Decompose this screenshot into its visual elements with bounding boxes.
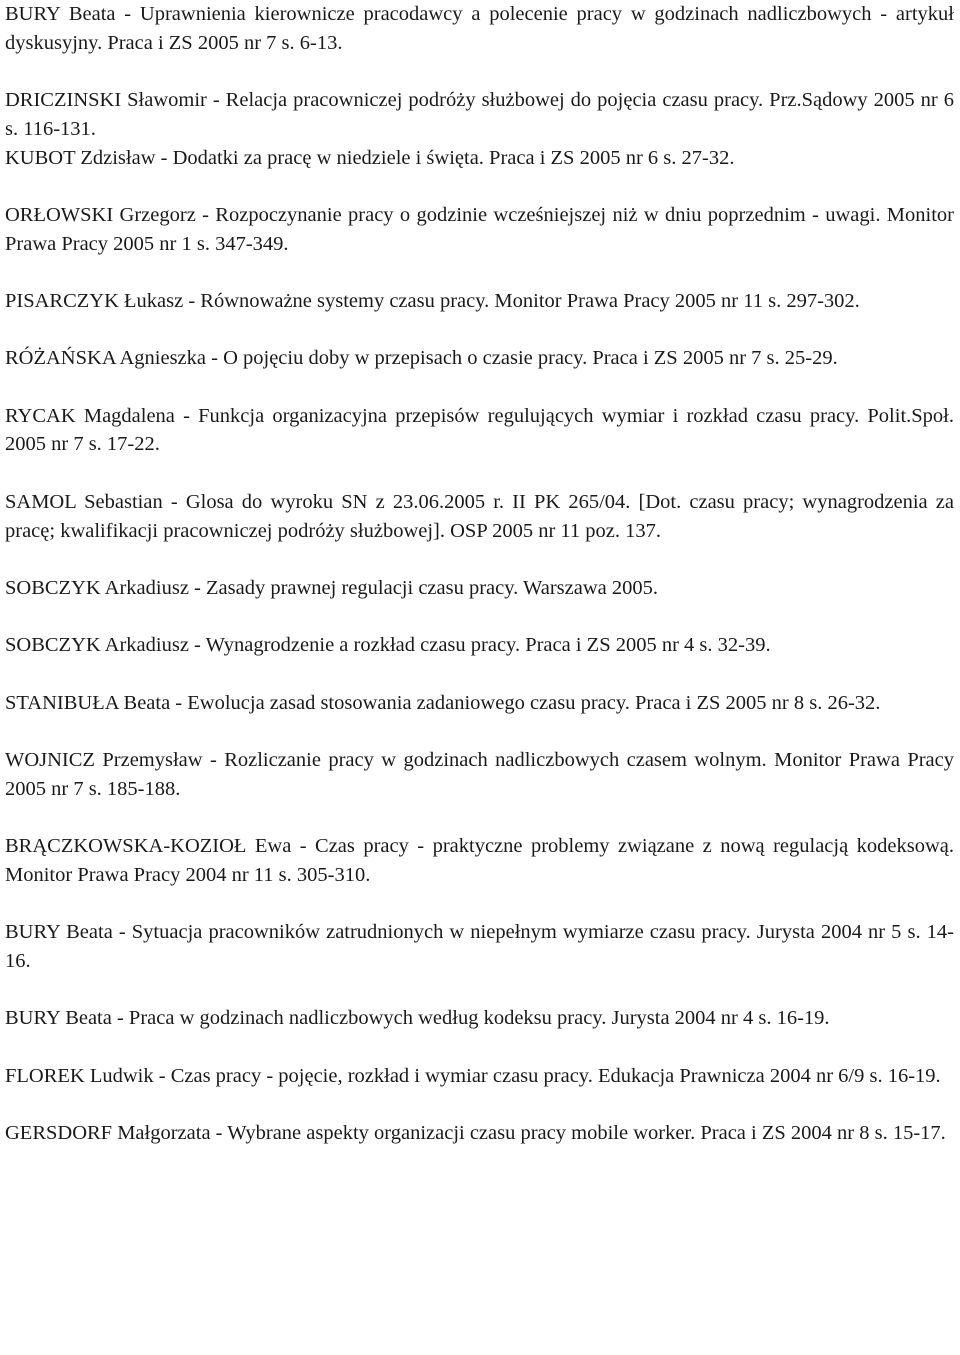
bibliography-entry-sobczyk-zasady: SOBCZYK Arkadiusz - Zasady prawnej regulacji czasu pracy. Warszawa 2005. bbox=[5, 576, 658, 599]
bibliography-entry-driczinski: DRICZINSKI Sławomir - Relacja pracowniczej podróży służbowej do pojęcia czasu pracy. Prz.Sądowy 2005 nr 6 s. 116-131. bbox=[5, 89, 954, 140]
bibliography-entry-pisarczyk: PISARCZYK Łukasz - Równoważne systemy czasu pracy. Monitor Prawa Pracy 2005 nr 11 s. 297-302. bbox=[5, 289, 860, 312]
bibliography-entry-rycak: RYCAK Magdalena - Funkcja organizacyjna przepisów regulujących wymiar i rozkład czasu pracy. Polit.Społ. 2005 nr 7 s. 17-22. bbox=[5, 404, 954, 456]
bibliography-entry-bury-sytuacja: BURY Beata - Sytuacja pracowników zatrudnionych w niepełnym wymiarze czasu pracy. Jurysta 2004 nr 5 s. 14-16. bbox=[5, 921, 954, 973]
bibliography-entry-florek: FLOREK Ludwik - Czas pracy - pojęcie, rozkład i wymiar czasu pracy. Edukacja Prawnicza 2004 nr 6/9 s. 16-19. bbox=[5, 1064, 941, 1087]
bibliography-entry-bury-praca: BURY Beata - Praca w godzinach nadliczbowych według kodeksu pracy. Jurysta 2004 nr 4 s. 16-19. bbox=[5, 1007, 830, 1030]
bibliography-entry-orlowski: ORŁOWSKI Grzegorz - Rozpoczynanie pracy o godzinie wcześniejszej niż w dniu poprzednim - uwagi. Monitor Prawa Pracy 2005 nr 1 s. 347-349. bbox=[5, 203, 954, 255]
bibliography-entry-braczkowska-koziol: BRĄCZKOWSKA-KOZIOŁ Ewa - Czas pracy - praktyczne problemy związane z nową regulacją kodeksową. Monitor Prawa Pracy 2004 nr 11 s. 305-310. bbox=[5, 835, 954, 886]
bibliography-entry-wojnicz: WOJNICZ Przemysław - Rozliczanie pracy w godzinach nadliczbowych czasem wolnym. Monitor Prawa Pracy 2005 nr 7 s. 185-188. bbox=[5, 749, 954, 800]
bibliography-entry-stanibula: STANIBUŁA Beata - Ewolucja zasad stosowania zadaniowego czasu pracy. Praca i ZS 2005 nr 8 s. 26-32. bbox=[5, 691, 881, 714]
bibliography-entry-rozanska: RÓŻAŃSKA Agnieszka - O pojęciu doby w przepisach o czasie pracy. Praca i ZS 2005 nr 7 s. 25-29. bbox=[5, 347, 838, 370]
bibliography-entry-kubot: KUBOT Zdzisław - Dodatki za pracę w niedziele i święta. Praca i ZS 2005 nr 6 s. 27-32. bbox=[5, 146, 735, 169]
bibliography-entry-bury-uprawnienia: BURY Beata - Uprawnienia kierownicze pracodawcy a polecenie pracy w godzinach nadliczbowych - artykuł dyskusyjny. Praca i ZS 2005 nr 7 s. 6-13. bbox=[5, 3, 954, 54]
bibliography-entry-samol: SAMOL Sebastian - Glosa do wyroku SN z 23.06.2005 r. II PK 265/04. [Dot. czasu pracy; wynagrodzenia za pracę; kwalifikacji pracowniczej podróży służbowej]. OSP 2005 nr 11 poz. 137. bbox=[5, 490, 954, 542]
bibliography-entry-gersdorf: GERSDORF Małgorzata - Wybrane aspekty organizacji czasu pracy mobile worker. Praca i ZS 2004 nr 8 s. 15-17. bbox=[5, 1122, 946, 1145]
bibliography-entry-sobczyk-wynagrodzenie: SOBCZYK Arkadiusz - Wynagrodzenie a rozkład czasu pracy. Praca i ZS 2005 nr 4 s. 32-39. bbox=[5, 634, 771, 657]
